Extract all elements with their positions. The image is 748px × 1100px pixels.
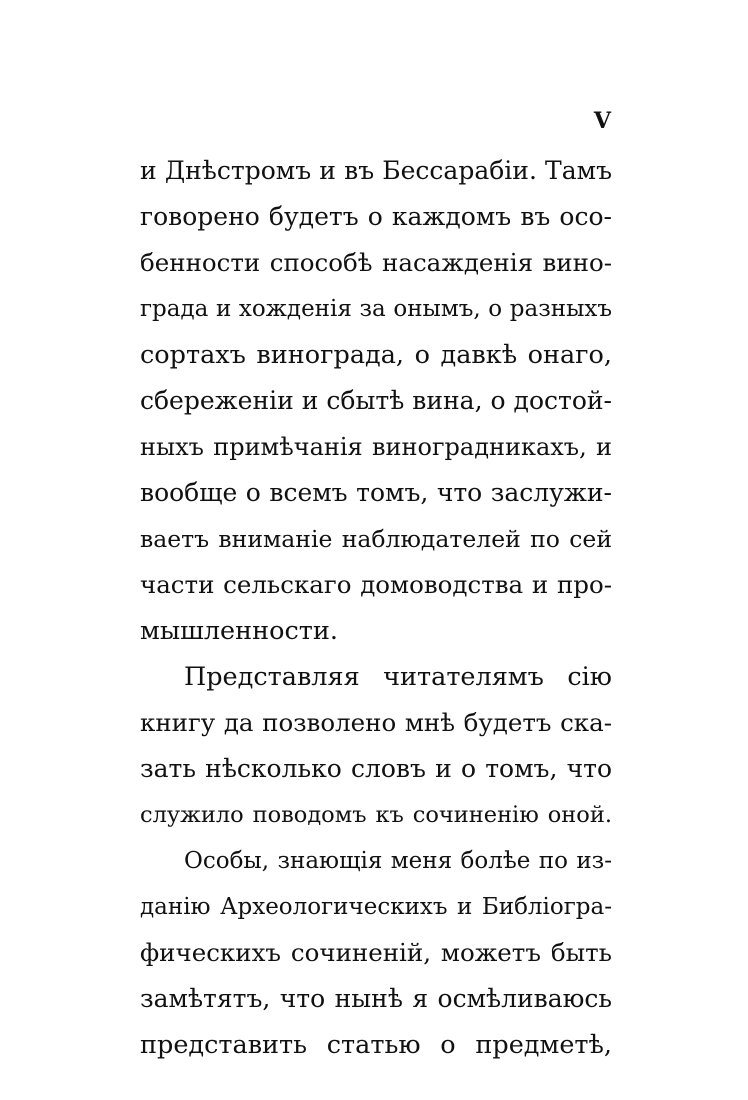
text-line: книгу да позволено мнѣ будетъ ска- — [140, 708, 612, 737]
text-line: фическихъ сочиненій, можетъ быть — [140, 938, 612, 967]
text-line: данію Археологическихъ и Библіогра- — [140, 894, 612, 920]
text-line: Особы, знающія меня болѣе по из- — [184, 848, 612, 874]
text-line: говорено будетъ о каждомъ въ осо- — [140, 202, 612, 231]
text-line: мышленности. — [140, 616, 338, 646]
text-line: града и хожденія за онымъ, о разныхъ — [140, 296, 612, 322]
text-line: ваетъ вниманіе наблюдателей по сей — [140, 525, 612, 553]
text-line: замѣтятъ, что нынѣ я осмѣливаюсь — [140, 984, 612, 1013]
text-line: ныхъ примѣчанія виноградникахъ, и — [140, 433, 612, 461]
text-line: сбереженіи и сбытѣ вина, о достой- — [140, 386, 612, 415]
text-line: и Днѣстромъ и въ Бессарабіи. Тамъ — [140, 156, 612, 185]
text-line: зать нѣсколько словъ и о томъ, что — [140, 754, 612, 783]
text-line: представить статью о предметѣ, — [140, 1030, 612, 1060]
text-line: служило поводомъ къ сочиненію оной. — [140, 802, 612, 828]
text-line: Представляя читателямъ сію — [184, 662, 612, 692]
text-line: вообще о всемъ томъ, что заслужи- — [140, 478, 612, 507]
text-line: сортахъ винограда, о давкѣ онаго, — [140, 340, 612, 370]
text-line: части сельскаго домоводства и про- — [140, 570, 612, 599]
page-number: V — [593, 108, 612, 134]
body-text — [140, 148, 612, 1068]
text-line: бенности способѣ насажденія вино- — [140, 248, 612, 277]
